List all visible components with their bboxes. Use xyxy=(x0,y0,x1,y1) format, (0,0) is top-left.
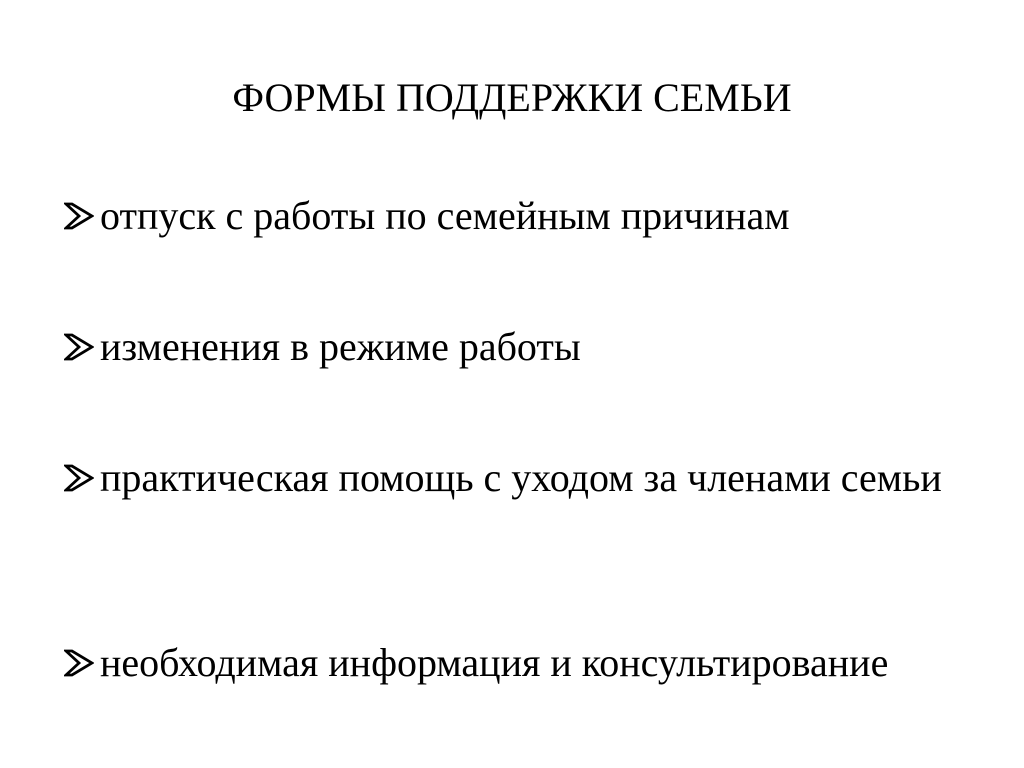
list-item-text: отпуск с работы по семейным причинам xyxy=(100,193,790,238)
slide-title: ФОРМЫ ПОДДЕРЖКИ СЕМЬИ xyxy=(232,75,792,120)
arrow-bullet-icon xyxy=(64,452,100,504)
arrow-bullet-icon xyxy=(64,637,100,689)
list-item-text: изменения в режиме работы xyxy=(100,324,581,369)
list-item-text: практическая помощь с уходом за членами семьи xyxy=(100,455,942,500)
list-item xyxy=(64,637,944,689)
list-item xyxy=(64,190,944,242)
list-item xyxy=(64,452,944,504)
arrow-bullet-icon xyxy=(64,321,100,373)
list-item-text: необходимая информация и консультирование xyxy=(100,640,889,685)
arrow-bullet-icon xyxy=(64,190,100,242)
list-item xyxy=(64,321,944,373)
